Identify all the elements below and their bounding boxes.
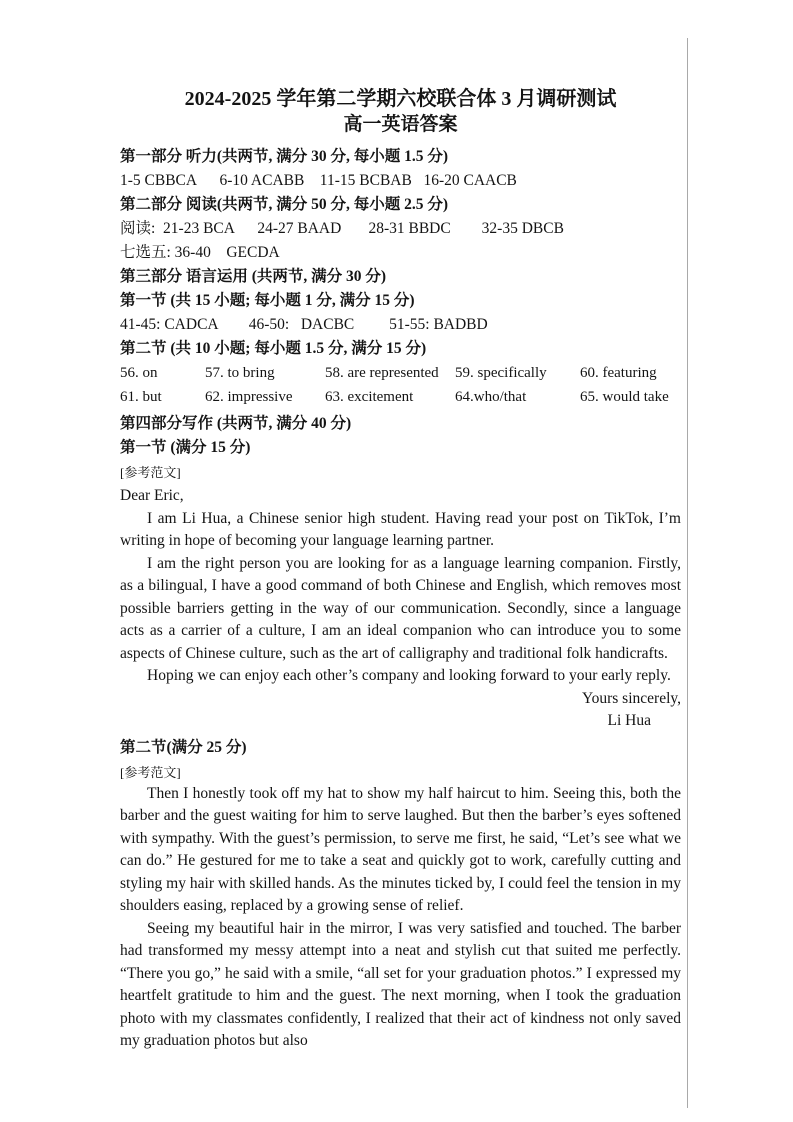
letter-closing: Yours sincerely, [581,689,681,707]
fill-answer-57: 57. to bring [205,365,275,381]
part2-reading-answers: 阅读: 21-23 BCA 24-27 BAAD 28-31 BBDC 32-35 DBCB [120,220,564,237]
essay-paragraph-2: Seeing my beautiful hair in the mirror, I was very satisfied and touched. The barber had transformed my messy attempt into a neat and stylish cut that suited me perfectly. “There you go,” he said with a smile, “all set for your graduation photos.” I expressed my heartfelt gratitude to him and the guest. The next morning, when I took the graduation photo with my classmates confidently, I realized that their act of kindness not only saved my graduation photos but also [120,919,681,1049]
part2-seven-five-answers: 七选五: 36-40 GECDA [120,244,280,261]
fill-answer-60: 60. featuring [580,365,657,381]
document-content [120,86,681,1053]
part4-section2-heading: 第二节(满分 25 分) [120,738,247,756]
part3-section1-answers: 41-45: CADCA 46-50: DACBC 51-55: BADBD [120,316,488,333]
fill-answer-64: 64.who/that [455,389,527,405]
letter-signature: Li Hua [607,712,651,729]
fill-answer-61: 61. but [120,389,162,405]
part4-section1-heading: 第一节 (满分 15 分) [120,439,251,456]
part3-section1-heading: 第一节 (共 15 小题; 每小题 1 分, 满分 15 分) [120,292,415,309]
fill-answer-56: 56. on [120,365,158,381]
fill-answer-58: 58. are represented [325,365,439,381]
fill-answers-row1 [120,361,681,385]
part1-heading: 第一部分 听力(共两节, 满分 30 分, 每小题 1.5 分) [120,148,449,165]
part1-listening-answers: 1-5 CBBCA 6-10 ACABB 11-15 BCBAB 16-20 CAACB [120,172,517,189]
fill-answer-62: 62. impressive [205,389,293,405]
fill-answer-63: 63. excitement [325,389,414,405]
letter-paragraph-2: I am the right person you are looking for as a language learning companion. Firstly, as a bilingual, I have a good command of both Chinese and English, which removes most possible barriers getting in the way of our communication. Secondly, since a language acts as a carrier of a culture, I am an ideal companion who can introduce you to some aspects of Chinese culture, such as the art of calligraphy and traditional folk handicrafts. [120,554,681,662]
part3-section2-heading: 第二节 (共 10 小题; 每小题 1.5 分, 满分 15 分) [120,340,427,357]
part2-heading: 第二部分 阅读(共两节, 满分 50 分, 每小题 2.5 分) [120,196,449,213]
document-subtitle: 高一英语答案 [343,114,458,135]
fill-answer-65: 65. would take [580,389,669,405]
page-border-line [687,38,688,1108]
fill-answers-row2 [120,385,681,409]
letter-paragraph-3: Hoping we can enjoy each other’s company and looking forward to your early reply. [147,667,671,684]
fill-answer-59: 59. specifically [455,365,547,381]
sample-essay-label-1: [参考范文] [120,465,181,480]
essay-paragraph-1: Then I honestly took off my hat to show my half haircut to him. Seeing this, both the barber and the guest waiting for him to serve laughed. But then the barber’s eyes softened with sympathy. With the guest’s permission, to serve me first, he said, “Let’s see what we can do.” He gestured for me to take a seat and quickly got to work, carefully cutting and styling my hair with skilled hands. As the minutes ticked by, I could feel the tension in my shoulders easing, replaced by a growing sense of relief. [120,784,681,914]
letter-salutation: Dear Eric, [120,487,184,504]
letter-paragraph-1: I am Li Hua, a Chinese senior high student. Having read your post on TikTok, I’m writing in hope of becoming your language learning partner. [120,509,681,549]
part3-heading: 第三部分 语言运用 (共两节, 满分 30 分) [120,268,387,285]
sample-essay-label-2: [参考范文] [120,764,181,780]
part4-heading: 第四部分写作 (共两节, 满分 40 分) [120,415,352,432]
document-title: 2024-2025 学年第二学期六校联合体 3 月调研测试 [184,88,617,110]
